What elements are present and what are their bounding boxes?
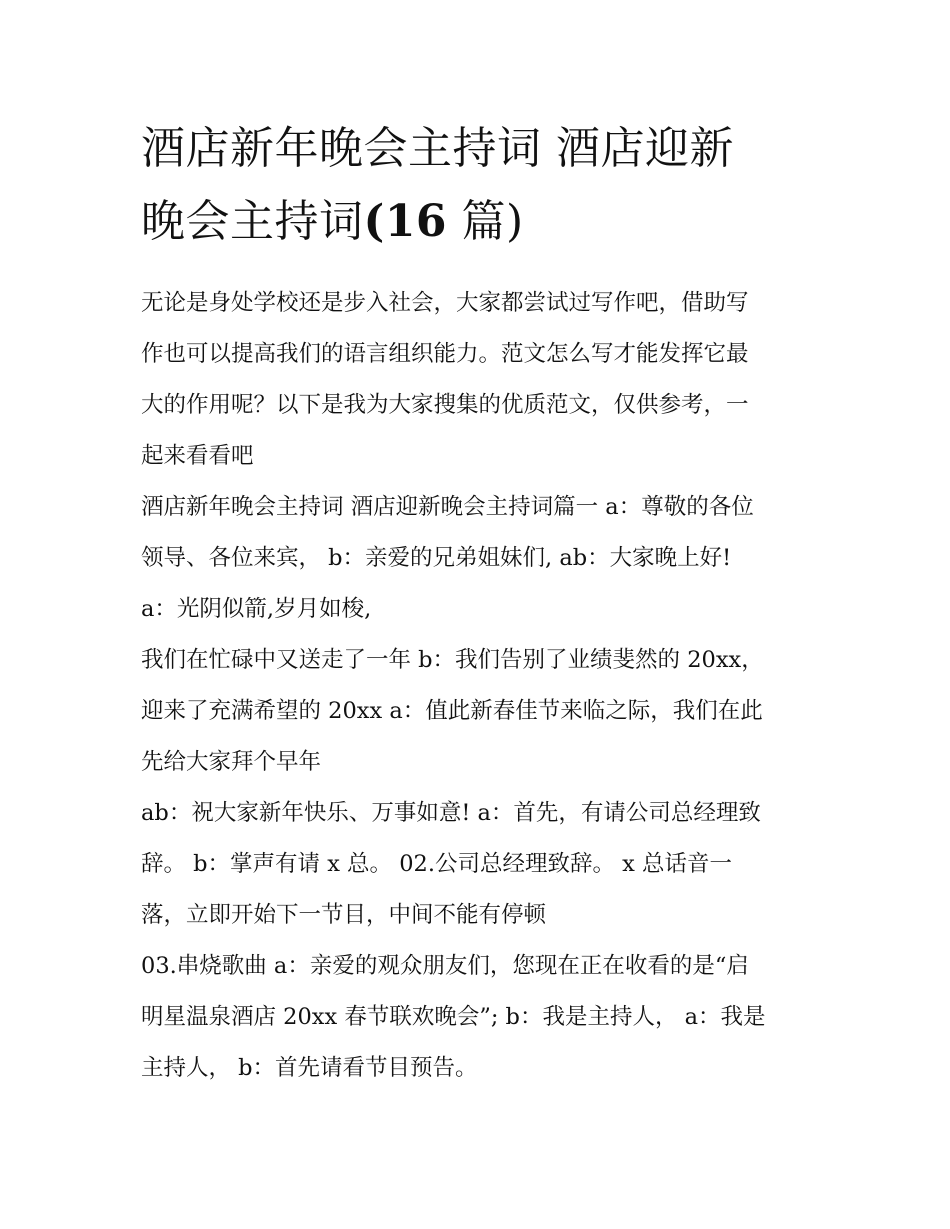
title-line-2-suffix: 篇) xyxy=(447,196,524,247)
body-line: 作也可以提高我们的语言组织能力。范文怎么写才能发挥它最 xyxy=(141,341,749,367)
title-line-2-bold: (16 xyxy=(363,196,448,247)
title-line-2-prefix: 晚会主持词 xyxy=(141,196,364,247)
body-line: 我们在忙碌中又送走了一年 b：我们告别了业绩斐然的 20xx， xyxy=(141,647,764,673)
body-line: 领导、各位来宾， b：亲爱的兄弟姐妹们, ab：大家晚上好! xyxy=(141,545,732,571)
body-line: 落，立即开始下一节目，中间不能有停顿 xyxy=(141,902,547,928)
body-line: 酒店新年晚会主持词 酒店迎新晚会主持词篇一 a：尊敬的各位 xyxy=(141,494,754,520)
title-line-2 xyxy=(141,185,821,258)
body-line: a：光阴似箭,岁月如梭, xyxy=(141,596,372,622)
document-title xyxy=(141,112,821,258)
title-line-1: 酒店新年晚会主持词 酒店迎新 xyxy=(141,123,734,174)
body-line: ab：祝大家新年快乐、万事如意! a：首先，有请公司总经理致 xyxy=(141,800,761,826)
body-line: 大的作用呢？以下是我为大家搜集的优质范文，仅供参考，一 xyxy=(141,392,749,418)
body-line: 辞。 b：掌声有请 x 总。 02.公司总经理致辞。 x 总话音一 xyxy=(141,851,732,877)
body-line: 明星温泉酒店 20xx 春节联欢晚会”; b：我是主持人， a：我是 xyxy=(141,1004,766,1030)
body-line: 无论是身处学校还是步入社会，大家都尝试过写作吧，借助写 xyxy=(141,290,749,316)
body-line: 起来看看吧 xyxy=(141,443,254,469)
body-line: 03.串烧歌曲 a：亲爱的观众朋友们，您现在正在收看的是“启 xyxy=(141,953,749,979)
body-line: 主持人， b：首先请看节目预告。 xyxy=(141,1055,478,1081)
body-line: 迎来了充满希望的 20xx a：值此新春佳节来临之际，我们在此 xyxy=(141,698,763,724)
document-body xyxy=(141,278,821,1094)
body-line: 先给大家拜个早年 xyxy=(141,749,322,775)
document-content xyxy=(141,112,821,1094)
